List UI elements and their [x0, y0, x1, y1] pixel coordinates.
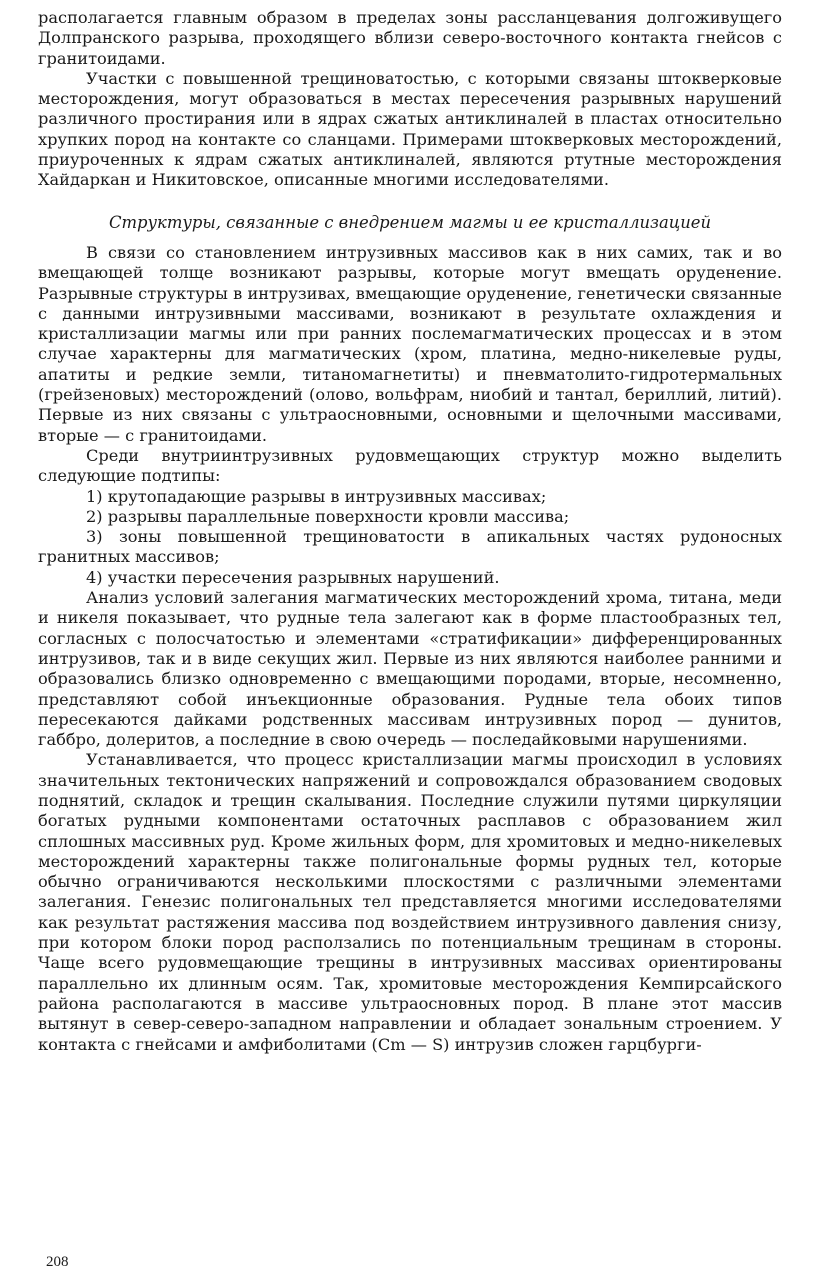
list-item: 1) крутопадающие разрывы в интрузивных массивах; [86, 486, 547, 506]
paragraph-subtypes-intro: Среди внутриинтрузивных рудовмещающих структур можно выделить следующие подтипы: [38, 445, 782, 486]
subtype-list [38, 487, 782, 588]
list-item: 2) разрывы параллельные поверхности кровли массива; [86, 506, 570, 526]
paragraph-crystallization: Устанавливается, что процесс кристаллизации магмы происходил в условиях значительных тектонических напряжений и сопровождался образованием сводовых поднятий, складок и трещин скалывания. Последние служили путями циркуляции богатых рудными компонентами остаточных расплавов с образованием жил сплошных массивных руд. Кроме жильных форм, для хромитовых и медно-никелевых месторождений характерны также полигональные формы рудных тел, которые обычно ограничиваются несколькими плоскостями с различными элементами залегания. Генезис полигональных тел представляется многими исследователями как результат растяжения массива под воздействием интрузивного давления снизу, при котором блоки пород расползались по потенциальным трещинам в стороны. Чаще всего рудовмещающие трещины в интрузивных массивах ориентированы параллельно их длинным осям. Так, хромитовые месторождения Кемпирсайского района располагаются в массиве ультраосновных пород. В плане этот массив вытянут в север-северо-западном направлении и обладает зональным строением. У контакта с гнейсами и амфиболитами (Cm — S) интрузив сложен гарцбурги- [38, 750, 782, 1054]
list-item: 3) зоны повышенной трещиноватости в апикальных частях рудоносных гранитных массивов; [38, 527, 782, 567]
section-heading: Структуры, связанные с внедрением магмы и ее кристаллизацией [108, 212, 712, 232]
list-item: 4) участки пересечения разрывных нарушений. [86, 567, 500, 587]
paragraph-ore-bodies: Анализ условий залегания магматических месторождений хрома, титана, меди и никеля показывает, что рудные тела залегают как в форме пластообразных тел, согласных с полосчатостью и элементами «стратификации» дифференцированных интрузивов, так и в виде секущих жил. Первые из них являются наиболее ранними и образовались близко одновременно с вмещающими породами, вторые, несомненно, представляют собой инъекционные образования. Рудные тела обоих типов пересекаются дайками родственных массивам интрузивных пород — дунитов, габбро, долеритов, а последние в свою очередь — последайковыми нарушениями. [38, 588, 782, 750]
paragraph-stockwork: Участки с повышенной трещиноватостью, с которыми связаны штокверковые месторождения, могут образоваться в местах пересечения разрывных нарушений различного простирания или в ядрах сжатых антиклиналей в пластах относительно хрупких пород на контакте со сланцами. Примерами штокверковых месторождений, приуроченных к ядрам сжатых антиклиналей, являются ртутные месторождения Хайдаркан и Никитовское, описанные многими исследователями. [38, 68, 782, 190]
paragraph-intrusive-ruptures: В связи со становлением интрузивных массивов как в них самих, так и во вмещающей толще возникают разрывы, которые могут вмещать оруденение. Разрывные структуры в интрузивах, вмещающие оруденение, генетически связанные с данными интрузивными массивами, возникают в результате охлаждения и кристаллизации магмы или при ранних послемагматических процессах и в этом случае характерны для магматических (хром, платина, медно-никелевые руды, апатиты и редкие земли, титаномагнетиты) и пневматолито-гидротермальных (грейзеновых) месторождений (олово, вольфрам, ниобий и тантал, бериллий, литий). Первые из них связаны с ультраосновными, основными и щелочными массивами, вторые — с гранитоидами. [38, 242, 782, 445]
page-number: 208 [46, 1254, 69, 1270]
page-body [38, 8, 782, 1055]
paragraph-continuation: располагается главным образом в пределах зоны рассланцевания долгоживущего Долпранского разрыва, проходящего вблизи северо-восточного контакта гнейсов с гранитоидами. [38, 8, 782, 68]
